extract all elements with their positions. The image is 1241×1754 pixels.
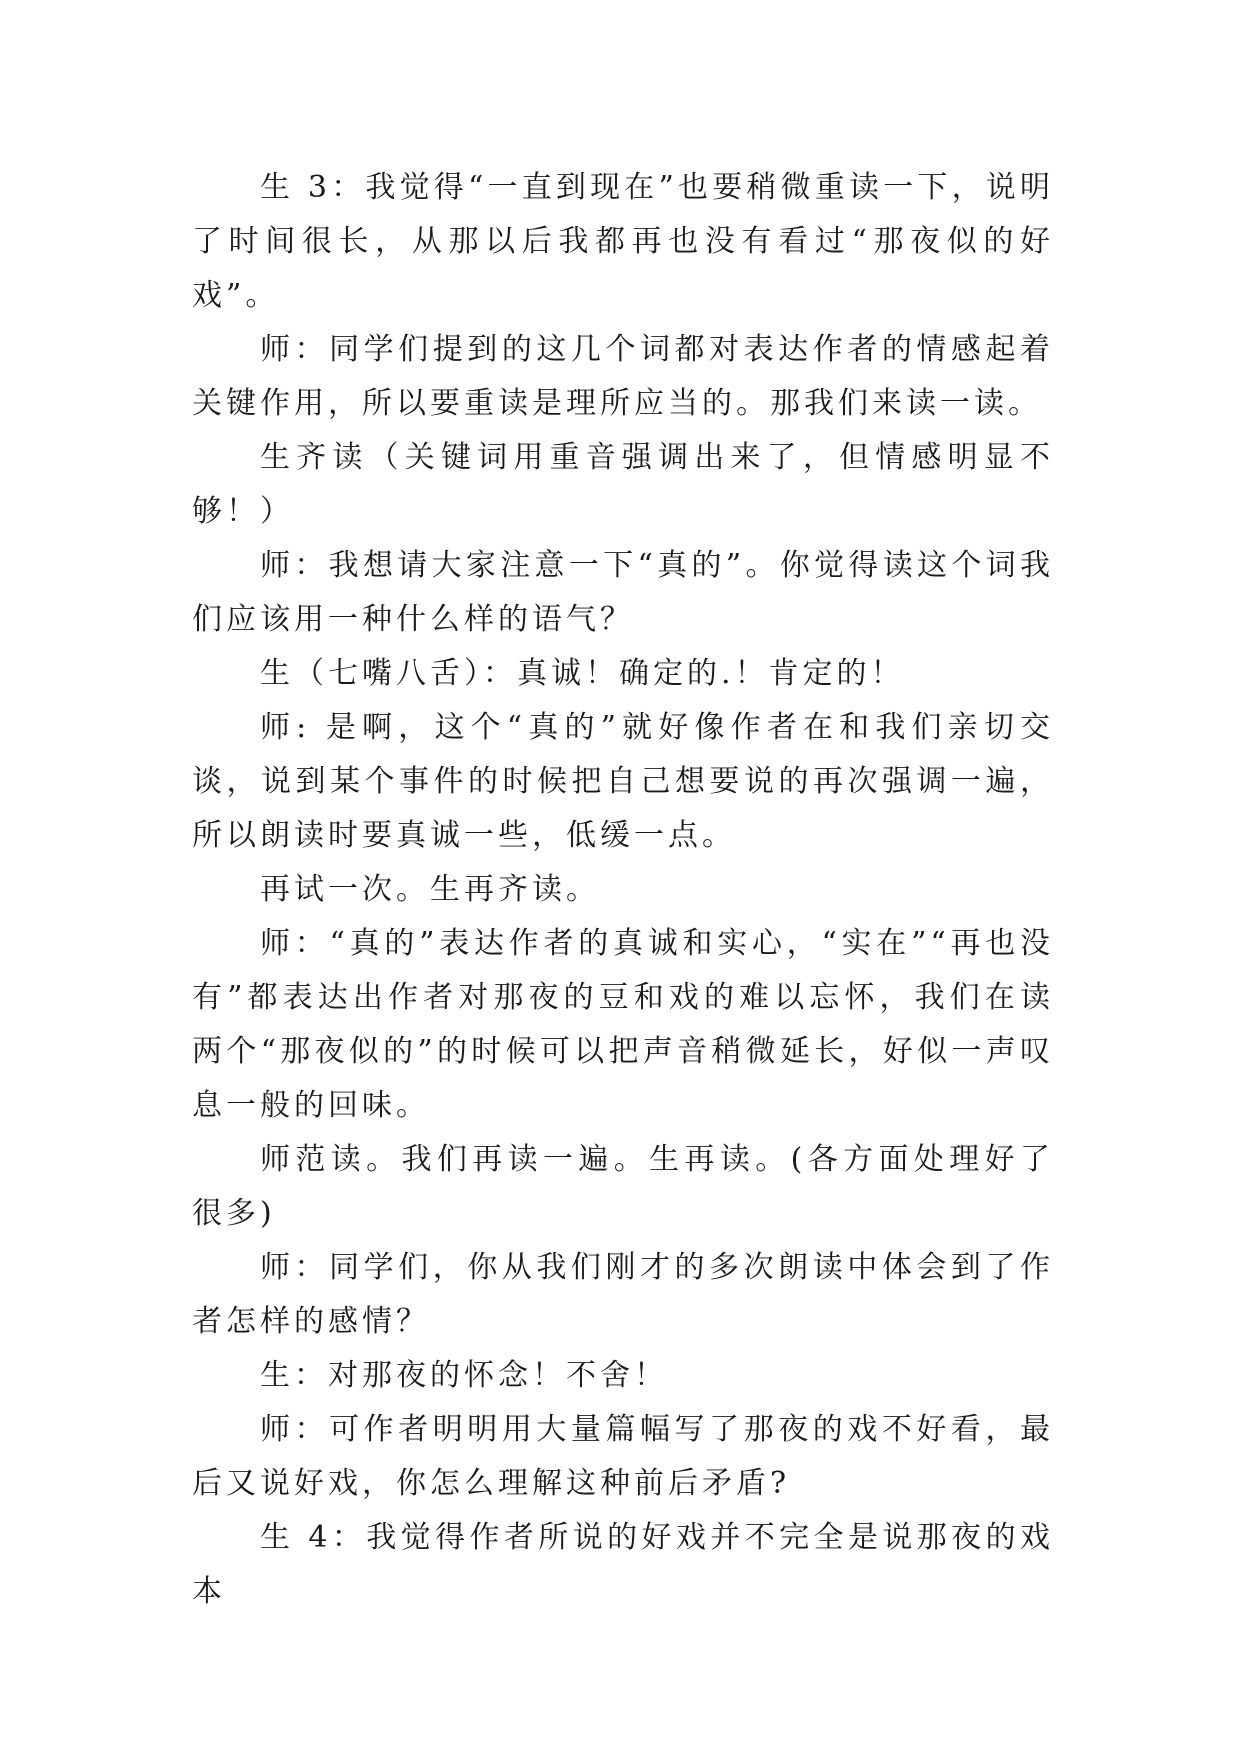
paragraph: 生齐读（关键词用重音强调出来了，但情感明显不够！） [192, 440, 1054, 529]
paragraph: 师：我想请大家注意一下“真的”。你觉得读这个词我们应该用一种什么样的语气？ [192, 548, 1054, 637]
paragraph: 生（七嘴八舌）：真诚！确定的.！肯定的！ [260, 656, 905, 691]
paragraph: 生 3：我觉得“一直到现在”也要稍微重读一下，说明了时间很长，从那以后我都再也没有看过“那夜似的好戏”。 [192, 170, 1054, 313]
paragraph: 师：同学们，你从我们刚才的多次朗读中体会到了作者怎样的感情？ [192, 1250, 1054, 1339]
paragraph: 师: 是啊，这个“真的”就好像作者在和我们亲切交谈，说到某个事件的时候把自己想要说的再次强调一遍，所以朗读时要真诚一些，低缓一点。 [192, 710, 1054, 853]
paragraph: 师：“真的”表达作者的真诚和实心，“实在”“再也没有”都表达出作者对那夜的豆和戏的难以忘怀，我们在读两个“那夜似的”的时候可以把声音稍微延长，好似一声叹息一般的回味。 [192, 926, 1054, 1123]
document-body [192, 161, 1054, 1619]
paragraph: 生 4：我觉得作者所说的好戏并不完全是说那夜的戏本 [192, 1520, 1054, 1609]
paragraph: 再试一次。生再齐读。 [260, 872, 600, 907]
paragraph: 生：对那夜的怀念！不舍！ [260, 1358, 668, 1393]
paragraph: 师：同学们提到的这几个词都对表达作者的情感起着关键作用，所以要重读是理所应当的。那我们来读一读。 [192, 332, 1054, 421]
paragraph: 师范读。我们再读一遍。生再读。(各方面处理好了很多) [192, 1142, 1054, 1231]
paragraph: 师：可作者明明用大量篇幅写了那夜的戏不好看，最后又说好戏，你怎么理解这种前后矛盾? [192, 1412, 1054, 1501]
